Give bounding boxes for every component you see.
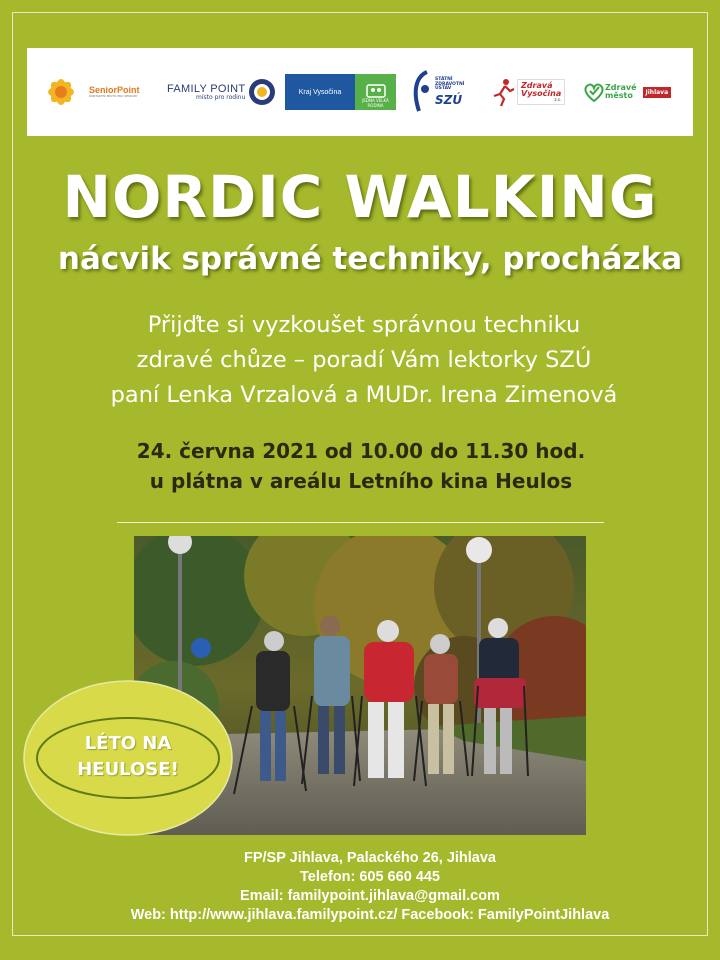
kraj-vysocina-name: Kraj Vysočina [285,74,355,110]
flower-icon [39,70,83,114]
szu-figure-icon [409,69,435,115]
divider [117,522,604,523]
badge-line-2: HEULOSE! [77,759,179,780]
description-line-2: zdravé chůze – poradí Vám lektorky SZÚ [136,347,592,373]
description-line-1: Přijďte si vyzkoušet správnou techniku [147,312,581,338]
szu-logo [409,48,479,136]
badge-line-1: LÉTO NA [84,733,172,754]
poster-title: NORDIC WALKING [62,163,658,231]
zdrava-vysocina-line1: Zdravá [521,81,553,90]
zdrave-mesto-city: Jihlava [643,87,672,98]
kraj-vysocina-tagline: JEDNA VELKÁ RODINA [362,98,389,108]
zdrava-vysocina-line2: Vysočina [521,89,562,98]
seniorpoint-tagline: KONTAKTNÍ MÍSTO PRO SENIORY [89,94,138,98]
runner-icon [491,77,515,107]
zdrave-mesto-line1: Zdravé [605,83,637,92]
zdrava-vysocina-suffix: z.s. [554,97,562,102]
szu-line2: ZDRAVOTNÍ [435,81,465,87]
contact-phone: Telefon: 605 660 445 [300,869,440,885]
contact-web-facebook: Web: http://www.jihlava.familypoint.cz/ Facebook: FamilyPointJihlava [130,907,610,923]
kraj-vysocina-logo [285,48,397,136]
sun-circle-icon [248,78,276,106]
familypoint-logo [167,48,277,136]
familypoint-name: FAMILY POINT [167,82,246,95]
szu-line1: STÁTNÍ [435,77,453,83]
familypoint-tagline: místo pro rodinu [196,93,246,101]
heart-check-icon [583,81,605,103]
summer-badge [22,679,234,837]
description-line-3: paní Lenka Vrzalová a MUDr. Irena Zimenová [110,382,618,408]
szu-line3: ÚSTAV [435,86,452,92]
event-date: 24. června 2021 od 10.00 do 11.30 hod. [136,439,586,463]
event-place: u plátna v areálu Letního kina Heulos [149,469,573,493]
zdrave-mesto-logo [583,48,683,136]
seniorpoint-logo [39,48,159,136]
poster-subtitle: nácvik správné techniky, procházka [57,241,683,277]
zdrava-vysocina-logo [491,48,571,136]
szu-abbr: SZÚ [435,92,463,107]
seniorpoint-name: SeniorPoint [89,85,140,95]
contact-address: FP/SP Jihlava, Palackého 26, Jihlava [243,850,496,866]
contact-email: Email: familypoint.jihlava@gmail.com [240,888,500,904]
zdrave-mesto-line2: město [605,91,633,100]
partner-logos-bar [27,48,693,136]
family-icon [366,84,386,98]
